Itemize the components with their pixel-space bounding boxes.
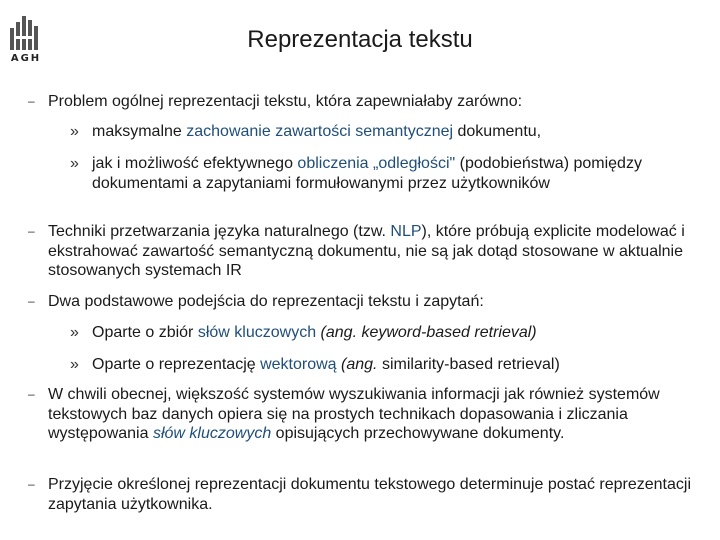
dash-bullet: – bbox=[28, 477, 35, 491]
bullet-3 bbox=[28, 292, 698, 312]
dash-bullet: – bbox=[28, 94, 35, 108]
bullet-5 bbox=[28, 475, 698, 514]
raquo-bullet: » bbox=[70, 155, 79, 172]
highlight-term: zachowanie zawartości semantycznej bbox=[186, 123, 454, 140]
bullet-4 bbox=[28, 385, 698, 444]
italic-segment: (ang. keyword-based retrieval) bbox=[316, 324, 537, 341]
sub-bullet-1-2 bbox=[70, 154, 692, 193]
text-segment: W chwili obecnej, większość systemów wyszukiwania informacji jak również systemów tekstowych baz danych opiera się na prostych technikach dopasowania i zliczania występowania bbox=[48, 386, 660, 442]
text-segment: maksymalne bbox=[92, 123, 187, 140]
raquo-bullet: » bbox=[70, 123, 79, 140]
dash-bullet: – bbox=[28, 224, 35, 238]
text-segment: (podobieństwa) pomiędzy dokumentami a zapytaniami formułowanymi przez użytkowników bbox=[92, 155, 642, 192]
slide-title: Reprezentacja tekstu bbox=[247, 26, 473, 53]
text-segment: ), które próbują explicite modelować i ekstrahować zawartość semantyczną dokumentu, nie są jak dotąd stosowane w aktualnie stosowanych systemach IR bbox=[48, 223, 685, 279]
text-segment: Techniki przetwarzania języka naturalnego (tzw. bbox=[48, 223, 391, 240]
dash-bullet: – bbox=[28, 294, 35, 308]
dash-bullet: – bbox=[28, 387, 35, 401]
highlight-term: wektorową bbox=[260, 356, 337, 373]
text-segment: similarity-based retrieval) bbox=[377, 356, 560, 373]
raquo-bullet: » bbox=[70, 356, 79, 373]
text-segment: Oparte o zbiór bbox=[92, 324, 198, 341]
bullet-3-text: Dwa podstawowe podejścia do reprezentacji tekstu i zapytań: bbox=[48, 293, 484, 310]
sub-bullet-3-2 bbox=[70, 355, 692, 375]
text-segment: opisujących przechowywane dokumenty. bbox=[271, 425, 565, 442]
italic-segment: (ang. bbox=[336, 356, 378, 373]
bullet-1-text: Problem ogólnej reprezentacji tekstu, która zapewniałaby zarówno: bbox=[48, 93, 523, 110]
bullet-5-text: Przyjęcie określonej reprezentacji dokumentu tekstowego determinuje postać reprezentacji zapytania użytkownika. bbox=[48, 476, 691, 513]
raquo-bullet: » bbox=[70, 324, 79, 341]
text-segment: dokumentu, bbox=[453, 123, 542, 140]
highlight-term: słów kluczowych bbox=[197, 324, 317, 341]
sub-bullet-3-1 bbox=[70, 323, 692, 343]
text-segment: jak i możliwość efektywnego bbox=[92, 155, 298, 172]
logo-text: AGH bbox=[10, 53, 42, 64]
bullet-2 bbox=[28, 222, 698, 281]
highlight-term: NLP bbox=[390, 223, 422, 240]
bullet-1 bbox=[28, 92, 698, 112]
highlight-term: obliczenia „odległości" bbox=[297, 155, 456, 172]
text-segment: Oparte o reprezentację bbox=[92, 356, 261, 373]
sub-bullet-1-1 bbox=[70, 122, 692, 142]
highlight-term: słów kluczowych bbox=[152, 425, 272, 442]
